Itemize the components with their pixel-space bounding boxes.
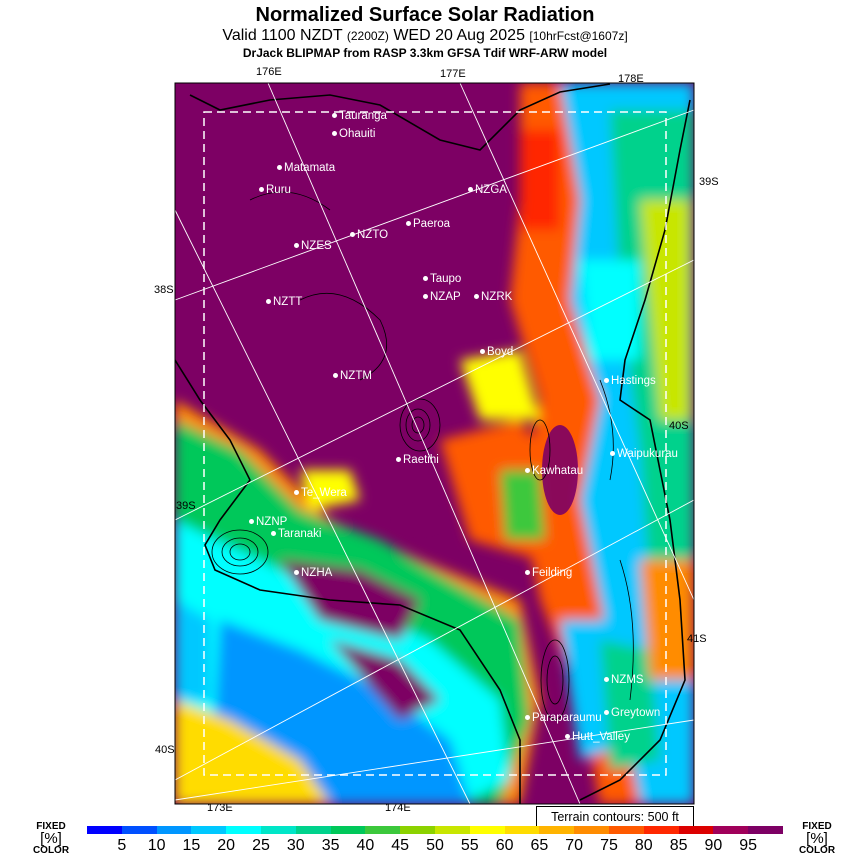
colorbar-tick-label: 70 [565, 837, 584, 854]
colorbar-tick-label: 20 [217, 837, 236, 854]
colorbar-tick-label: 90 [704, 837, 723, 854]
lat-label: 39S [699, 176, 719, 188]
lon-label: 176E [256, 66, 282, 78]
colorbar-swatch-blue [157, 826, 192, 834]
colorbar-tick-label: 50 [426, 837, 444, 854]
lon-label: 177E [440, 68, 466, 80]
place-label: Hastings [604, 375, 656, 387]
colorbar-tick-label: 80 [634, 837, 653, 854]
colorbar [87, 826, 783, 834]
colorbar-tick-label: 85 [669, 837, 688, 854]
place-label: NZAP [423, 291, 461, 303]
place-label: Ruru [259, 184, 291, 196]
valid-date: WED 20 Aug 2025 [393, 27, 525, 44]
place-label: NZMS [604, 674, 644, 686]
place-label: NZES [294, 240, 332, 252]
colorbar-tick-label: 55 [460, 837, 479, 854]
colorbar-right-label: FIXED [%] COLOR [798, 821, 836, 856]
colorbar-swatch-blue [87, 826, 122, 834]
place-label: Boyd [480, 346, 513, 358]
valid-zulu: (2200Z) [346, 29, 389, 43]
place-label: Waipukurau [610, 448, 678, 460]
colorbar-tick-label: 95 [739, 837, 758, 854]
colorbar-swatch-orange [574, 826, 609, 834]
lat-label: 40S [669, 420, 689, 432]
place-label: Tauranga [332, 110, 387, 122]
colorbar-tick-label: 30 [286, 837, 305, 854]
place-label: NZGA [468, 184, 507, 196]
place-label: Greytown [604, 707, 660, 719]
lat-label: 39S [176, 500, 196, 512]
place-label: Feilding [525, 567, 572, 579]
place-label: NZRK [474, 291, 512, 303]
colorbar-left-label: FIXED [%] COLOR [32, 821, 70, 856]
colorbar-swatch-blue [122, 826, 157, 834]
place-label: Paeroa [406, 218, 450, 230]
page-title: Normalized Surface Solar Radiation [255, 4, 595, 26]
valid-prefix: Valid 1100 NZDT [222, 27, 343, 44]
lon-label: 178E [618, 73, 644, 85]
lat-label: 40S [155, 744, 175, 756]
place-label: Matamata [277, 162, 335, 174]
colorbar-swatch-cyan [191, 826, 226, 834]
colorbar-tick-label: 10 [147, 837, 166, 854]
forecast-info: [10hrFcst@1607z] [529, 29, 628, 43]
colorbar-swatch-yellow-green [435, 826, 470, 834]
place-label: Paraparaumu [525, 712, 602, 724]
colorbar-tick-label: 35 [321, 837, 340, 854]
terrain-contours-note: Terrain contours: 500 ft [536, 806, 694, 828]
place-label: Kawhatau [525, 465, 583, 477]
colorbar-swatch-cyan [226, 826, 261, 834]
lat-label: 41S [687, 633, 707, 645]
place-label: Hutt_Valley [565, 731, 630, 743]
colorbar-tick-label: 65 [530, 837, 549, 854]
colorbar-swatch-green [296, 826, 331, 834]
model-subtitle: DrJack BLIPMAP from RASP 3.3km GFSA Tdif WRF-ARW model [242, 46, 608, 60]
colorbar-swatch-green [365, 826, 400, 834]
place-label: NZTM [333, 370, 372, 382]
lon-label: 173E [207, 802, 233, 814]
place-label: Taranaki [271, 528, 321, 540]
colorbar-swatch-teal [261, 826, 296, 834]
lon-label: 174E [385, 802, 411, 814]
place-label: NZTO [350, 229, 388, 241]
colorbar-tick-label: 25 [252, 837, 270, 854]
colorbar-swatch-orange [539, 826, 574, 834]
place-label: NZNP [249, 516, 287, 528]
colorbar-swatch-yellow [470, 826, 505, 834]
place-label: Raetihi [396, 454, 439, 466]
colorbar-tick-label: 40 [356, 837, 375, 854]
colorbar-tick-label: 75 [600, 837, 618, 854]
colorbar-tick-label: 15 [182, 837, 201, 854]
place-label: NZTT [266, 296, 302, 308]
colorbar-swatch-green [331, 826, 366, 834]
colorbar-tick-label: 45 [391, 837, 410, 854]
place-label: Te_Wera [294, 487, 347, 499]
place-label: NZHA [294, 567, 332, 579]
place-label: Taupo [423, 273, 461, 285]
colorbar-swatch-red [679, 826, 714, 834]
colorbar-swatch-crimson [713, 826, 748, 834]
colorbar-swatch-orange [609, 826, 644, 834]
colorbar-swatch-yellow-green [400, 826, 435, 834]
colorbar-swatch-red [644, 826, 679, 834]
colorbar-swatch-yellow [505, 826, 540, 834]
colorbar-tick-label: 60 [495, 837, 514, 854]
colorbar-tick-label: 5 [117, 837, 127, 854]
place-label: Ohauiti [332, 128, 375, 140]
colorbar-swatch-purple [748, 826, 783, 834]
lat-label: 38S [154, 284, 174, 296]
